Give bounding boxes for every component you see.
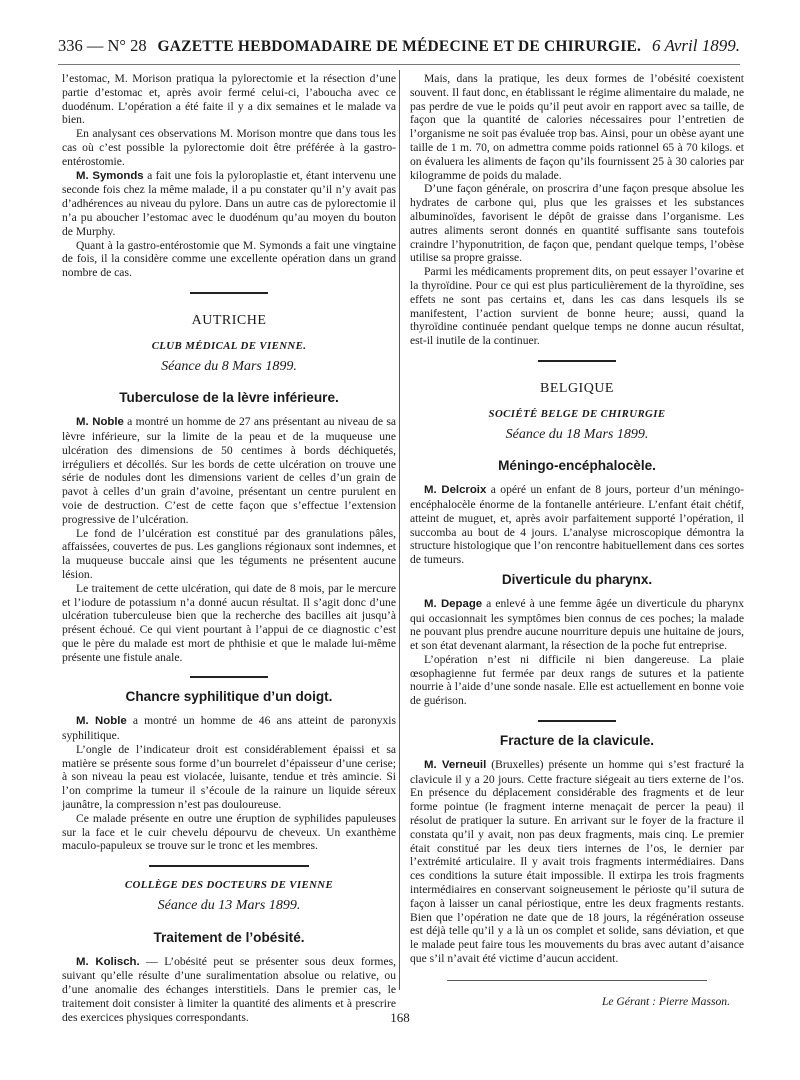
section-separator	[149, 865, 309, 867]
speaker-name: M. Kolisch.	[76, 955, 140, 968]
society-name: CLUB MÉDICAL DE VIENNE.	[151, 339, 307, 352]
paragraph	[410, 483, 744, 567]
paragraph: D’une façon générale, on proscrira d’une façon presque absolue les hydrates de carbone qui, plus que les graisses et les substances albuminoïdes, favorisent le dépôt de graisse dans l’organisme. Les autres aliments seront donnés en quantité suffisante sans toutefois craindre l’hyponutrition, de façon que, pendant quelque temps, l’obèse utilise sa propre graisse.	[410, 182, 744, 265]
section-separator	[538, 360, 616, 362]
article-heading: Diverticule du pharynx.	[501, 571, 653, 587]
section-heading: AUTRICHE	[191, 312, 267, 328]
society-name: SOCIÉTÉ BELGE DE CHIRURGIE	[488, 407, 666, 420]
speaker-name: M. Noble	[76, 715, 127, 728]
speaker-name: M. Depage	[424, 597, 483, 610]
paragraph	[410, 597, 744, 653]
article-heading: Chancre syphilitique d’un doigt.	[125, 689, 333, 705]
speaker-name: M. Verneuil	[424, 758, 487, 771]
paragraph	[62, 169, 396, 239]
paragraph: En analysant ces observations M. Morison montre que dans tous les cas où c’est possible la pylorectomie doit être préférée à la gastro-entérostomie.	[62, 127, 396, 168]
speaker-name: M. Delcroix	[424, 484, 487, 497]
session-date: Séance du 13 Mars 1899.	[157, 898, 301, 914]
article-heading: Fracture de la clavicule.	[499, 733, 655, 749]
section-separator	[190, 292, 268, 294]
paragraph	[410, 758, 744, 966]
paragraph	[62, 714, 396, 743]
society-name: COLLÈGE DES DOCTEURS DE VIENNE	[124, 879, 334, 892]
article-heading: Tuberculose de la lèvre inférieure.	[119, 390, 339, 406]
paragraph-text: a enlevé à une femme âgée un diverticule du pharynx qui occasionnait les symptômes bien connus de ces poches; la malade ne pouvant plus prendre aucune nourriture depuis une huitaine de jours, et son état devenant alarmant, la résection de la poche fut entreprise.	[410, 596, 744, 653]
article-heading: Méningo-encéphalocèle.	[498, 458, 656, 474]
running-header	[58, 36, 740, 65]
paragraph: L’ongle de l’indicateur droit est considérablement épaissi et sa matière se présente sous forme d’un bourrelet d’épaisseur d’une cerise; à son niveau la peau est violacée, luisante, tendue et très amincie. Si l’on comprime la tumeur il s’écoule de la rainure un liquide séreux jaunâtre, la compression n’est pas douloureuse.	[62, 742, 396, 812]
paragraph: Ce malade présente en outre une éruption de syphilides papuleuses sur la face et le cuir chevelu dépourvu de cheveux. Un exanthème maculo-papuleux se trouve sur le tronc et les membres.	[62, 811, 396, 853]
paragraph: Le fond de l’ulcération est constitué par des granulations pâles, affaissées, couvertes de pus. Les ganglions régionaux sont indemnes, et la muqueuse buccale ainsi que les téguments ne présentent aucune lésion.	[62, 526, 396, 581]
paragraph	[62, 415, 396, 526]
paragraph-text: — L’obésité peut se présenter sous deux formes, suivant qu’elle résulte d’une suralimentation absolue ou relative, ou d’une anomalie des échanges interstitiels. Dans le premier cas, le traitement doit consister à limiter la quantité des aliments et à prescrire des exercices physiques correspondants.	[62, 954, 396, 1024]
paragraph: l’estomac, M. Morison pratiqua la pylorectomie et la résection d’une partie d’estomac et, après avoir fermé celui-ci, l’aboucha avec ce duodénum. L’opération a été faite il y a dix semaines et le malade va bien.	[62, 72, 396, 127]
paragraph-text: a montré un homme de 46 ans atteint de paronyxis syphilitique.	[62, 714, 396, 743]
speaker-name: M. Noble	[76, 416, 124, 429]
manager-signature: Le Gérant : Pierre Masson.	[601, 994, 730, 1008]
left-column	[62, 72, 396, 1025]
paragraph-text: a fait une fois la pyloroplastie et, étant intervenu une seconde fois chez la même malade, il a pu constater qu’il n’y avait pas d’adhérences au niveau du pylore. Dans un autre cas de pylorectomie il n’a pu aboucher l’estomac avec le duodénum qu’au moyen du bouton de Murphy.	[62, 168, 396, 238]
session-date: Séance du 8 Mars 1899.	[161, 358, 297, 374]
paragraph-text: a opéré un enfant de 8 jours, porteur d’un méningo-encéphalocèle énorme de la fontanelle antérieure. L’enfant était chétif, atteint de muguet, et, après avoir parfaitement supporté l’opération, il succomba au bout de 4 jours. L’analyse microscopique démontra la structure histologique que l’on rencontre habituellement dans ces sortes de tumeurs.	[410, 483, 744, 567]
article-separator	[190, 676, 268, 678]
page-number: 168	[390, 1010, 410, 1025]
paragraph: Le traitement de cette ulcération, qui date de 8 mois, par le mercure et l’iodure de potassium n’a donné aucun résultat. Il s’agit donc d’une ulcération tuberculeuse bien que la recherche des bacilles ait jusqu’à présent échoué. Ce qui vient pourtant à l’appui de ce diagnostic c’est que le père du malade est mort de phthisie et que le malade lui-même présente une fistule anale.	[62, 581, 396, 664]
paragraph: L’opération n’est ni difficile ni bien dangereuse. La plaie œsophagienne fut fermée par deux rangs de sutures et la patiente nourrie à l’aide d’une sonde nasale. Elle est actuellement en bonne voie de guérison.	[410, 652, 744, 708]
paragraph: Mais, dans la pratique, les deux formes de l’obésité coexistent souvent. Il faut donc, en établissant le régime alimentaire du malade, ne pas perdre de vue le poids qu’il peut avoir en rapport avec sa taille, de façon que la quantité de calories nécessaires pour l’entretien de l’organisme ne soit pas évaluée trop bas. Ainsi, pour un obèse ayant une taille de 1 m. 70, on admettra comme poids rationnel 65 à 70 kilogs. et on évaluera les aliments de façon qu’ils fournissent 25 à 30 calories par kilogramme de poids du malade.	[410, 72, 744, 182]
column-divider	[399, 70, 400, 990]
issue-date: 6 Avril 1899.	[652, 36, 740, 55]
article-heading: Traitement de l’obésité.	[153, 929, 305, 945]
right-column	[410, 72, 744, 1009]
speaker-name: M. Symonds	[76, 169, 144, 182]
journal-title: GAZETTE HEBDOMADAIRE DE MÉDECINE ET DE CHIRURGIE.	[157, 38, 642, 55]
end-rule	[447, 980, 707, 981]
article-separator	[538, 720, 616, 722]
paragraph-text: (Bruxelles) présente un homme qui s’est fracturé la clavicule il y a 20 jours. Cette fracture siégeait au tiers externe de l’os. En présence du déplacement considérable des fragments et de leur forme pointue (le fragment interne menaçait de percer la peau) il résolut de pratiquer la suture. En arrivant sur le foyer de la fracture il constata qu’il y avait, non pas deux fragments, mais cinq. Le premier était constitué par les deux tiers internes de l’os, le dernier par l’extrémité articulaire. Il y avait trois fragments intermédiaires. Dans ces conditions la suture était impossible. Il extirpa les trois fragments intermédiaires en conservant soigneusement le périoste qu’il sutura de façon à laisser un canal périostique, entre les deux fragments restants. Bien que l’opération ne date que de 18 jours, la régénération osseuse est déjà telle qu’il y a là un os complet et solide, sans déviation, et que le malade peut faire tous les mouvements du bras avec autant d’aisance que s’il n’avait été victime d’aucun accident.	[410, 757, 745, 966]
page-issue-number: 336 — N° 28	[58, 36, 147, 55]
section-heading: BELGIQUE	[540, 380, 614, 396]
paragraph: Quant à la gastro-entérostomie que M. Symonds a fait une vingtaine de fois, il la considère comme une excellente opération dans un grand nombre de cas.	[62, 238, 396, 280]
paragraph: Parmi les médicaments proprement dits, on peut essayer l’ovarine et la thyroïdine. Pour ce qui est plus particulièrement de la thyroïdine, ses effets ne sont pas certains et, dans les cas dans lesquels ils se manifestent, l’action survient de bonne heure; aussi, quand la thyroïdine continuée pendant quelque temps ne donne aucun résultat, est-il inutile de la continuer.	[410, 265, 744, 348]
session-date: Séance du 18 Mars 1899.	[505, 426, 649, 442]
paragraph-text: a montré un homme de 27 ans présentant au niveau de sa lèvre inférieure, sur la limite de la peau et de la muqueuse une ulcération des dimensions de 50 centimes à bords déchiquetés, irréguliers et décollés. Sur les bords de cette ulcération on trouve une série de nodules dont les dimensions varient de celles d’un grain de pavot à celles d’un grain d’avoine, présentant un centre purulent en voie de destruction. C’est de cette façon que s’effectue l’extension progressive de l’ulcération.	[62, 415, 396, 526]
